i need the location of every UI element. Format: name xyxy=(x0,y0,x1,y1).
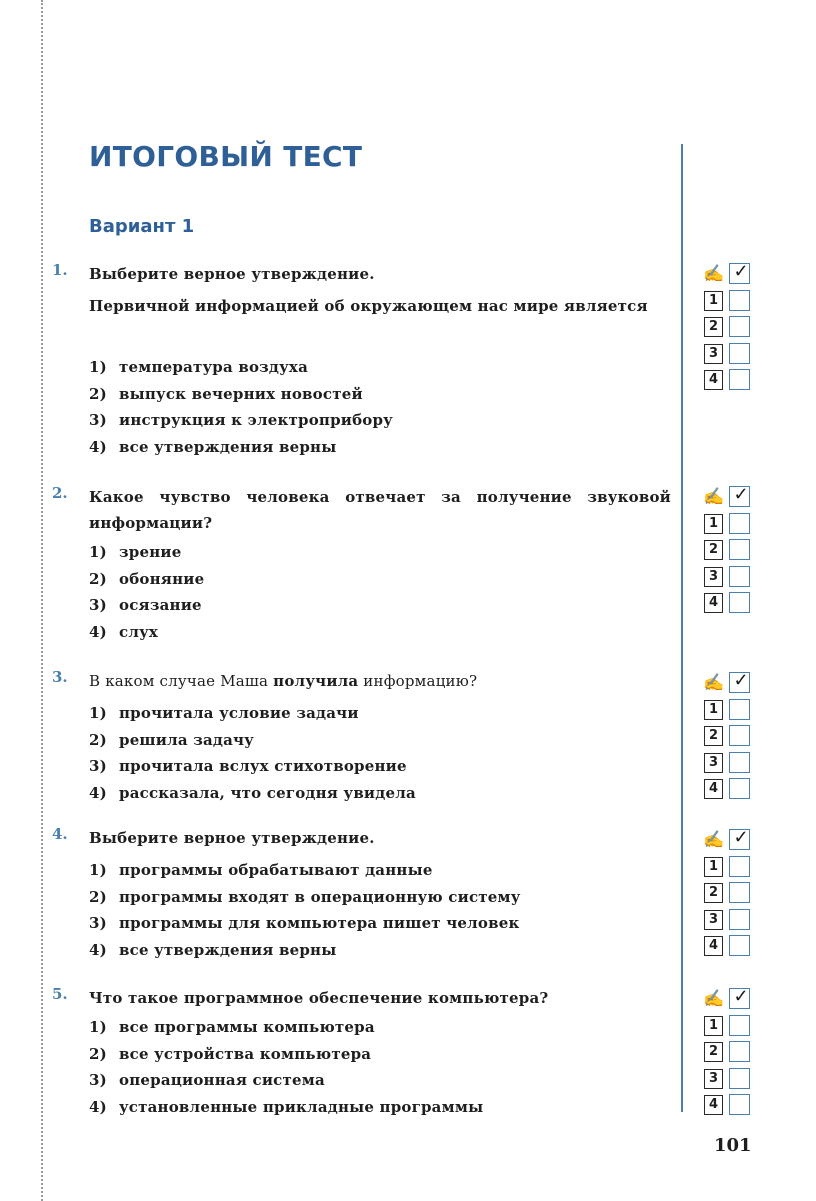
option-4[interactable]: 4) слух xyxy=(89,622,159,641)
answer-number: 2 xyxy=(704,883,723,903)
answer-number: 3 xyxy=(704,910,723,930)
answer-checkbox-4[interactable] xyxy=(729,369,750,390)
option-2[interactable]: 2) обоняние xyxy=(89,569,205,588)
options-list xyxy=(89,539,204,645)
answer-checkbox-3[interactable] xyxy=(729,566,750,587)
option-3[interactable]: 3) программы для компьютера пишет человек xyxy=(89,914,520,932)
options-list xyxy=(89,1014,483,1120)
answer-number: 2 xyxy=(704,726,723,746)
answer-number: 4 xyxy=(704,1095,723,1115)
answer-checkbox-1[interactable] xyxy=(729,699,750,720)
question-text: Что такое программное обеспечение компьютера? xyxy=(89,989,549,1007)
option-4[interactable]: 4) рассказала, что сегодня увидела xyxy=(89,783,416,802)
option-2[interactable]: 2) все устройства компьютера xyxy=(89,1044,372,1063)
check-icon: ✓ xyxy=(733,261,749,282)
answer-checkbox-3[interactable] xyxy=(729,752,750,773)
option-4[interactable]: 4) все утверждения верны xyxy=(89,940,337,959)
option-3[interactable]: 3) осязание xyxy=(89,596,202,614)
pen-icon: ✍ xyxy=(703,487,725,507)
answer-number: 2 xyxy=(704,317,723,337)
option-2[interactable]: 2) программы входят в операционную систему xyxy=(89,887,521,906)
question-subtext: Первичной информацией об окружающем нас мире является xyxy=(89,297,648,315)
answer-checkbox-1[interactable] xyxy=(729,856,750,877)
question-number: 4. xyxy=(52,825,68,843)
check-icon: ✓ xyxy=(733,484,749,505)
pen-icon: ✍ xyxy=(703,673,725,693)
check-icon: ✓ xyxy=(733,827,749,848)
answer-number: 3 xyxy=(704,567,723,587)
answer-checkbox-2[interactable] xyxy=(729,316,750,337)
option-4[interactable]: 4) установленные прикладные программы xyxy=(89,1097,484,1116)
variant-heading: Вариант 1 xyxy=(89,216,195,237)
answer-box xyxy=(703,672,755,805)
answer-checkbox-3[interactable] xyxy=(729,1068,750,1089)
answer-checkbox-3[interactable] xyxy=(729,343,750,364)
option-2[interactable]: 2) решила задачу xyxy=(89,730,254,749)
answer-checkbox-2[interactable] xyxy=(729,882,750,903)
answer-number: 3 xyxy=(704,344,723,364)
answer-number: 1 xyxy=(704,514,723,534)
answer-box xyxy=(703,988,755,1121)
answer-box xyxy=(703,829,755,962)
answer-checkbox-1[interactable] xyxy=(729,513,750,534)
pen-icon: ✍ xyxy=(703,830,725,850)
answer-column-divider xyxy=(681,144,683,1112)
answer-number: 1 xyxy=(704,291,723,311)
answer-checkbox-4[interactable] xyxy=(729,592,750,613)
perforation-line xyxy=(41,0,43,1201)
question-text: Какое чувство человека отвечает за получение звуковой информации? xyxy=(89,488,671,532)
question-emphasis: получила xyxy=(273,672,359,690)
question-number: 1. xyxy=(52,261,68,279)
answer-number: 1 xyxy=(704,857,723,877)
option-2[interactable]: 2) выпуск вечерних новостей xyxy=(89,384,363,403)
answer-number: 4 xyxy=(704,593,723,613)
option-1[interactable]: 1) прочитала условие задачи xyxy=(89,704,359,722)
answer-checkbox-1[interactable] xyxy=(729,290,750,311)
answer-number: 1 xyxy=(704,700,723,720)
option-1[interactable]: 1) зрение xyxy=(89,543,182,561)
answer-box xyxy=(703,263,755,396)
check-icon: ✓ xyxy=(733,986,749,1007)
option-3[interactable]: 3) операционная система xyxy=(89,1071,325,1089)
pen-icon: ✍ xyxy=(703,989,725,1009)
answer-number: 1 xyxy=(704,1016,723,1036)
answer-number: 4 xyxy=(704,936,723,956)
question-number: 2. xyxy=(52,484,68,502)
question-text: Выберите верное утверждение. xyxy=(89,265,375,283)
answer-number: 3 xyxy=(704,753,723,773)
page-number: 101 xyxy=(714,1135,752,1156)
answer-checkbox-4[interactable] xyxy=(729,1094,750,1115)
answer-number: 3 xyxy=(704,1069,723,1089)
answer-checkbox-3[interactable] xyxy=(729,909,750,930)
answer-number: 4 xyxy=(704,370,723,390)
options-list xyxy=(89,700,416,806)
answer-checkbox-4[interactable] xyxy=(729,778,750,799)
answer-number: 4 xyxy=(704,779,723,799)
answer-checkbox-2[interactable] xyxy=(729,725,750,746)
pen-icon: ✍ xyxy=(703,264,725,284)
option-3[interactable]: 3) прочитала вслух стихотворение xyxy=(89,757,407,775)
answer-checkbox-4[interactable] xyxy=(729,935,750,956)
question-text: Выберите верное утверждение. xyxy=(89,829,375,847)
page-title: ИТОГОВЫЙ ТЕСТ xyxy=(89,140,363,173)
options-list xyxy=(89,354,393,460)
answer-number: 2 xyxy=(704,540,723,560)
answer-checkbox-2[interactable] xyxy=(729,539,750,560)
answer-checkbox-2[interactable] xyxy=(729,1041,750,1062)
option-1[interactable]: 1) температура воздуха xyxy=(89,358,308,376)
option-3[interactable]: 3) инструкция к электроприбору xyxy=(89,411,393,429)
answer-number: 2 xyxy=(704,1042,723,1062)
question-number: 3. xyxy=(52,668,68,686)
option-1[interactable]: 1) программы обрабатывают данные xyxy=(89,861,433,879)
check-icon: ✓ xyxy=(733,670,749,691)
option-1[interactable]: 1) все программы компьютера xyxy=(89,1018,375,1036)
options-list xyxy=(89,857,521,963)
question-number: 5. xyxy=(52,985,68,1003)
answer-box xyxy=(703,486,755,619)
answer-checkbox-1[interactable] xyxy=(729,1015,750,1036)
question-text: В каком случае Маша получила информацию? xyxy=(89,672,478,690)
option-4[interactable]: 4) все утверждения верны xyxy=(89,437,337,456)
